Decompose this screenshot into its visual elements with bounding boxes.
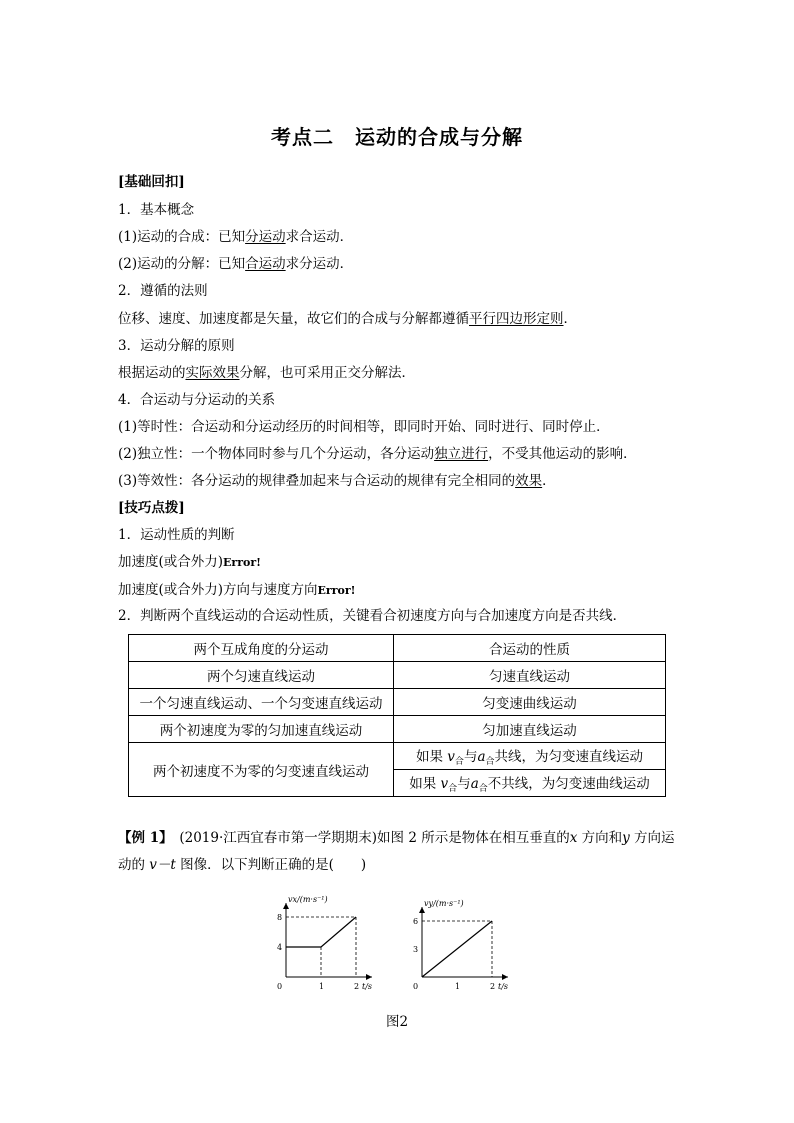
skills-header: [技巧点拨] <box>118 500 185 516</box>
y-tick-label: 8 <box>277 913 283 922</box>
table-cell: 一个匀速直线运动、一个匀变速直线运动 <box>129 689 394 716</box>
basic-review-header: [基础回扣] <box>118 174 185 190</box>
table-row <box>129 662 666 689</box>
x-tick-label: 2 <box>490 982 496 991</box>
s4-line-1: (1)等时性：合运动和分运动经历的时间相等，即同时开始、同时进行、同时停止． <box>118 419 610 435</box>
section-1-title: 1．基本概念 <box>118 202 195 218</box>
y-axis-label: vx/(m·s⁻¹) <box>288 895 328 904</box>
table-cell: 如果 $v_合$与$a_合$共线，为匀变速直线运动 <box>394 743 666 770</box>
y-axis-label: vy/(m·s⁻¹) <box>424 899 464 908</box>
series-line <box>286 917 356 947</box>
table-cell: 两个匀速直线运动 <box>129 662 394 689</box>
x-tick-label: 0 <box>413 982 419 991</box>
skills-t1-line-2: 加速度(或合外力)方向与速度方向Error! <box>118 582 356 598</box>
x-axis-label: t/s <box>498 982 509 991</box>
table-header-cell: 合运动的性质 <box>394 635 666 662</box>
table-row <box>129 635 666 662</box>
section-3-title: 3．运动分解的原则 <box>118 338 235 354</box>
x-tick-label: 1 <box>319 982 325 991</box>
table-cell: 匀加速直线运动 <box>394 716 666 743</box>
example-line-1: 【例 1】 (2019·江西宜春市第一学期期末)如图 2 所示是物体在相互垂直的x 方向和y 方向运 <box>118 830 675 846</box>
series-line <box>422 921 492 977</box>
y-tick-label: 3 <box>413 945 419 954</box>
x-axis-label: t/s <box>362 982 373 991</box>
table-cell: 两个初速度为零的匀加速直线运动 <box>129 716 394 743</box>
figure-caption: 图2 <box>385 1014 409 1030</box>
x-axis-arrow <box>502 974 508 980</box>
x-tick-label: 0 <box>277 982 283 991</box>
skills-t1: 1．运动性质的判断 <box>118 527 235 543</box>
s4-line-2: (2)独立性：一个物体同时参与几个分运动，各分运动独立进行，不受其他运动的影响． <box>118 446 637 462</box>
x-axis-arrow <box>366 974 372 980</box>
s1-line-2: (2)运动的分解：已知合运动求分运动． <box>118 256 354 272</box>
table-cell: 匀速直线运动 <box>394 662 666 689</box>
x-tick-label: 1 <box>455 982 461 991</box>
y-tick-label: 4 <box>277 943 283 952</box>
vy-t-graph <box>404 895 524 995</box>
s3-line-1: 根据运动的实际效果分解，也可采用正交分解法． <box>118 365 415 381</box>
s2-line-1: 位移、速度、加速度都是矢量，故它们的合成与分解都遵循平行四边形定则． <box>118 311 577 327</box>
s1-line-1: (1)运动的合成：已知分运动求合运动． <box>118 229 354 245</box>
table-row <box>129 716 666 743</box>
skills-t1-line-1: 加速度(或合外力)Error! <box>118 554 261 570</box>
table-cell: 两个初速度不为零的匀变速直线运动 <box>129 743 394 797</box>
section-2-title: 2．遵循的法则 <box>118 283 208 299</box>
y-tick-label: 6 <box>413 917 419 926</box>
table-row <box>129 689 666 716</box>
skills-t2: 2．判断两个直线运动的合运动性质，关键看合初速度方向与合加速度方向是否共线． <box>118 608 627 624</box>
table-cell: 匀变速曲线运动 <box>394 689 666 716</box>
table-row <box>129 743 666 770</box>
vx-t-graph <box>270 895 373 995</box>
example-line-2: 动的 v－t 图像．以下判断正确的是( ) <box>118 857 367 873</box>
x-tick-label: 2 <box>354 982 360 991</box>
page-title: 考点二 运动的合成与分解 <box>271 125 523 149</box>
table-header-cell: 两个互成角度的分运动 <box>129 635 394 662</box>
table-cell: 如果 $v_合$与$a_合$不共线，为匀变速曲线运动 <box>394 770 666 797</box>
motion-properties-table <box>128 634 666 797</box>
section-4-title: 4．合运动与分运动的关系 <box>118 392 276 408</box>
s4-line-3: (3)等效性：各分运动的规律叠加起来与合运动的规律有完全相同的效果． <box>118 473 556 489</box>
